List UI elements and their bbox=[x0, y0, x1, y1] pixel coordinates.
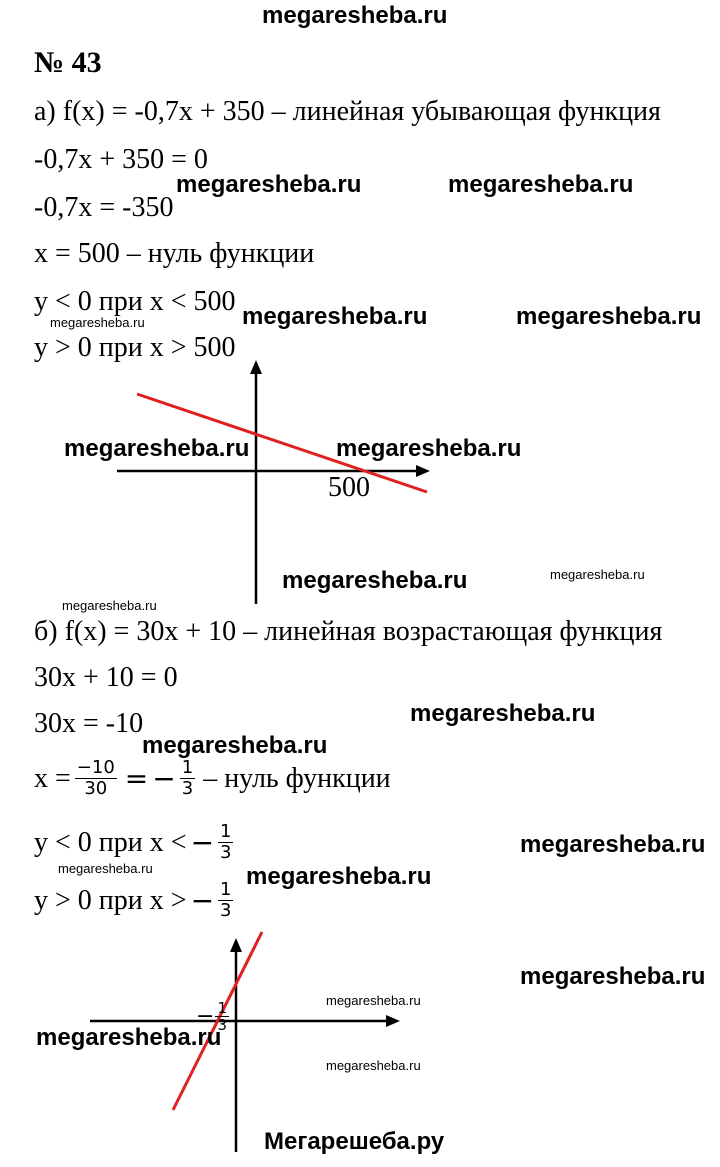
watermark: megaresheba.ru bbox=[326, 993, 421, 1008]
part-b-line2: 30x + 10 = 0 bbox=[34, 662, 178, 693]
graph-b-y-arrow bbox=[230, 938, 242, 952]
graph-b-x-arrow bbox=[386, 1015, 400, 1027]
minus-sign: − bbox=[152, 761, 176, 795]
part-a-line3: -0,7x = -350 bbox=[34, 192, 174, 223]
watermark: megaresheba.ru bbox=[336, 435, 522, 462]
part-a-line6: y > 0 при x > 500 bbox=[34, 332, 236, 363]
watermark: megaresheba.ru bbox=[50, 315, 145, 330]
site-footer: Мегарешеба.ру bbox=[264, 1128, 445, 1155]
part-b-line1: б) f(x) = 30x + 10 – линейная возрастающая функция bbox=[34, 616, 663, 647]
fraction-denominator: 3 bbox=[220, 900, 232, 921]
minus-sign: − bbox=[196, 1004, 215, 1029]
fraction-numerator: 1 bbox=[217, 999, 227, 1017]
watermark: megaresheba.ru bbox=[520, 963, 706, 990]
watermark: megaresheba.ru bbox=[282, 567, 468, 594]
fraction-denominator: 3 bbox=[181, 778, 194, 799]
minus-sign: − bbox=[190, 883, 215, 917]
fraction-numerator: 1 bbox=[220, 879, 232, 900]
part-b-line5-prefix: y < 0 при x < bbox=[34, 826, 187, 858]
minus-sign: − bbox=[190, 825, 215, 859]
watermark: megaresheba.ru bbox=[242, 303, 428, 330]
watermark: megaresheba.ru bbox=[142, 732, 328, 759]
graph-a-zero-label: 500 bbox=[328, 472, 370, 503]
fraction-numerator: −10 bbox=[76, 757, 115, 778]
part-a-line2: -0,7x + 350 = 0 bbox=[34, 144, 208, 175]
site-header: megaresheba.ru bbox=[262, 2, 448, 29]
fraction-denominator: 3 bbox=[220, 842, 232, 863]
problem-number: № 43 bbox=[34, 46, 102, 79]
watermark: megaresheba.ru bbox=[64, 435, 250, 462]
equals-sign: = bbox=[124, 761, 149, 795]
fraction-numerator: 1 bbox=[220, 821, 232, 842]
part-a-line1: а) f(x) = -0,7x + 350 – линейная убывающая функция bbox=[34, 96, 661, 127]
fraction-denominator: 30 bbox=[84, 778, 108, 799]
watermark: megaresheba.ru bbox=[520, 831, 706, 858]
watermark: megaresheba.ru bbox=[448, 171, 634, 198]
part-b-line6-prefix: y > 0 при x > bbox=[34, 884, 187, 916]
part-a-line4: x = 500 – нуль функции bbox=[34, 238, 315, 269]
watermark: megaresheba.ru bbox=[550, 567, 645, 582]
watermark: megaresheba.ru bbox=[410, 700, 596, 727]
part-b-line4-suffix: – нуль функции bbox=[203, 762, 391, 794]
watermark: megaresheba.ru bbox=[246, 863, 432, 890]
watermark: megaresheba.ru bbox=[36, 1024, 222, 1051]
part-a-line5: y < 0 при x < 500 bbox=[34, 286, 236, 317]
part-b-line3: 30x = -10 bbox=[34, 708, 144, 739]
watermark: megaresheba.ru bbox=[326, 1058, 421, 1073]
part-b-line4-prefix: x = bbox=[34, 762, 71, 794]
watermark: megaresheba.ru bbox=[516, 303, 702, 330]
watermark: megaresheba.ru bbox=[62, 598, 157, 613]
fraction-numerator: 1 bbox=[181, 757, 194, 778]
watermark: megaresheba.ru bbox=[176, 171, 362, 198]
fraction-denominator: 3 bbox=[217, 1016, 227, 1034]
watermark: megaresheba.ru bbox=[58, 861, 153, 876]
